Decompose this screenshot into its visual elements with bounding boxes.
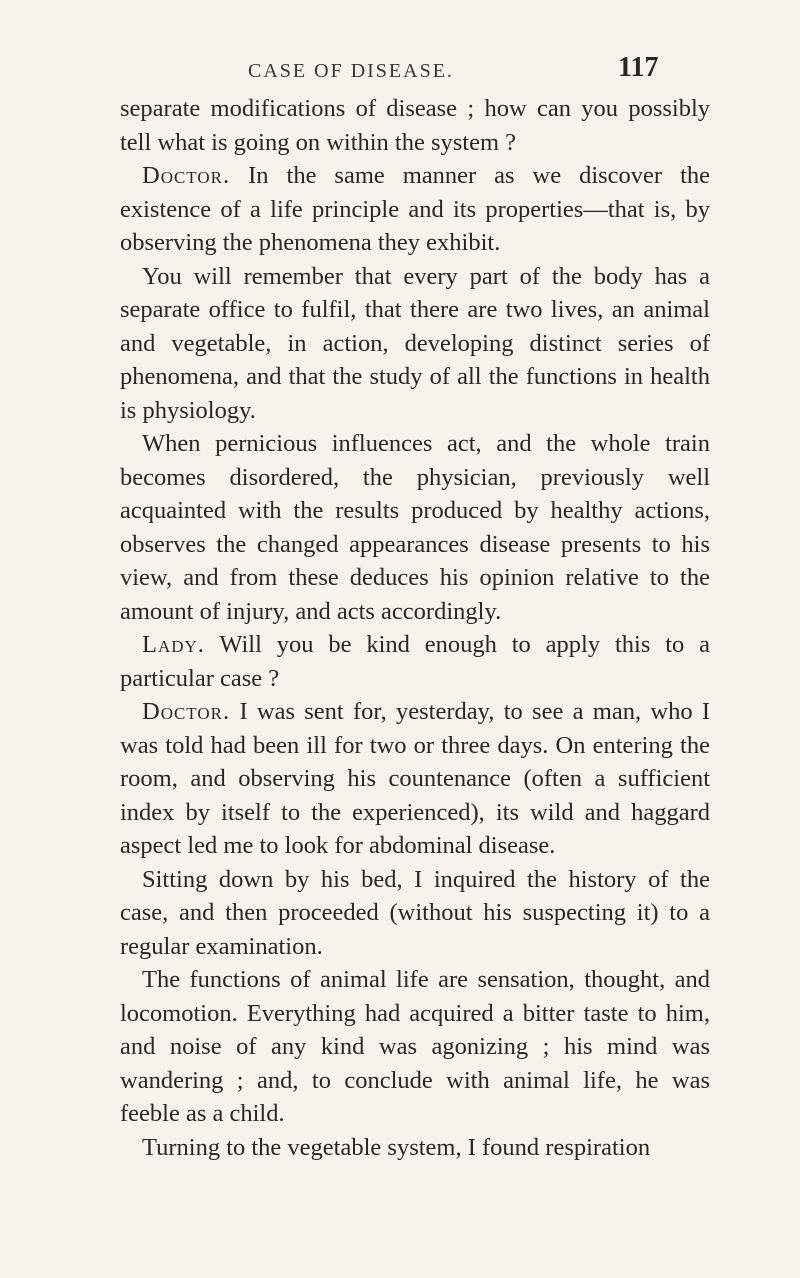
paragraph (120, 159, 710, 260)
running-head (248, 50, 668, 90)
paragraph (120, 1131, 710, 1165)
speaker-label: Doctor. (142, 698, 231, 725)
paragraph-text: Turning to the vegetable system, I found respiration (142, 1133, 651, 1161)
paragraph-text: Sitting down by his bed, I inquired the history of the case, and then proceeded (without his suspecting it) to a regular examination. (120, 865, 710, 960)
paragraph (120, 963, 710, 1131)
paragraph (120, 260, 710, 428)
body-text (120, 92, 710, 1164)
speaker-label: Lady. (142, 631, 205, 658)
page-number: 117 (618, 52, 659, 83)
running-title: CASE OF DISEASE. (248, 60, 454, 82)
paragraph-text: Will you be kind enough to apply this to a particular case ? (120, 631, 711, 692)
paragraph (120, 695, 710, 863)
paragraph-text: separate modifications of disease ; how can you possibly tell what is going on within the system ? (120, 95, 710, 156)
speaker-label: Doctor. (142, 162, 231, 189)
paragraph-text: I was sent for, yesterday, to see a man, who I was told had been ill for two or three days. On entering the room, and observing his countenance (often a sufficient index by itself to the experienced), its wild and haggard aspect led me to look for abdominal disease. (120, 698, 711, 859)
paragraph (120, 863, 710, 964)
paragraph-text: You will remember that every part of the body has a separate office to fulfil, that there are two lives, an animal and vegetable, in action, developing distinct series of phenomena, and that the study of all the functions in health is physiology. (120, 262, 710, 424)
paragraph-text: In the same manner as we discover the existence of a life principle and its properties—that is, by observing the phenomena they exhibit. (120, 162, 710, 256)
paragraph (120, 628, 710, 695)
paragraph-text: The functions of animal life are sensation, thought, and locomotion. Everything had acquired a bitter taste to him, and noise of any kind was agonizing ; his mind was wandering ; and, to conclude with animal life, he was feeble as a child. (120, 966, 710, 1127)
paragraph (120, 427, 710, 628)
paragraph-text: When pernicious influences act, and the whole train becomes disordered, the physician, previously well acquainted with the results produced by healthy actions, observes the changed appearances disease presents to his view, and from these deduces his opinion relative to the amount of injury, and acts accordingly. (120, 430, 710, 625)
paragraph (120, 92, 710, 159)
